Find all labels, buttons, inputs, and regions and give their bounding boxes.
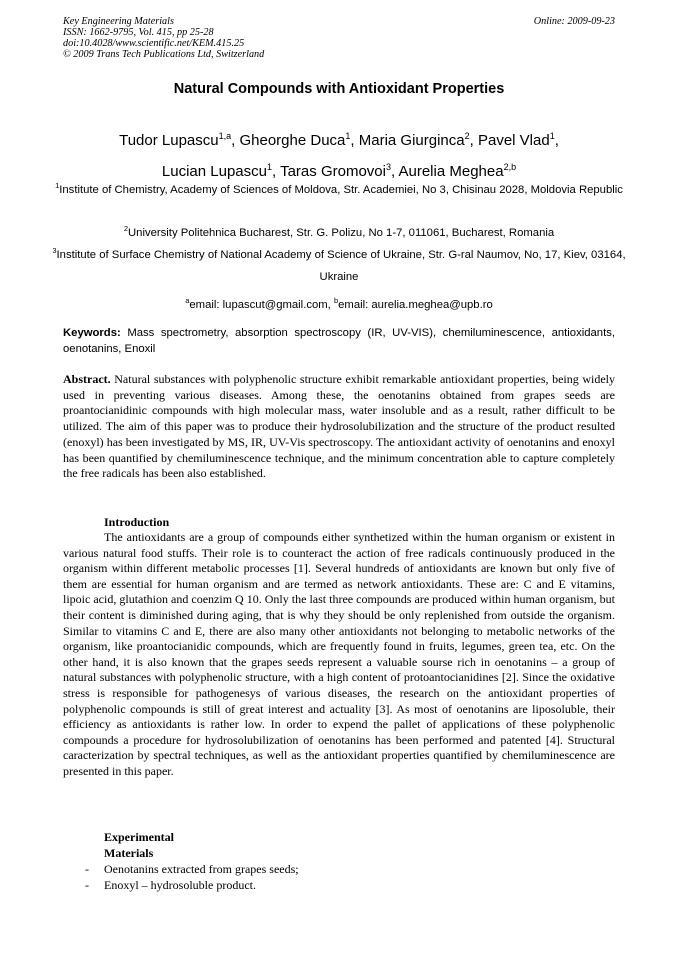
email-b: email: aurelia.meghea@upb.ro: [338, 298, 493, 311]
experimental-heading: Experimental: [104, 830, 174, 844]
contact-emails: $^a$email: lupascut@gmail.com, $^b$email: aurelia.meghea@upb.ro: [185, 296, 493, 311]
affiliation-1: $^1$Institute of Chemistry, Academy of Sciences of Moldova, Str. Academiei, No 3, Chisinau 2028, Moldovia Republic: [55, 181, 623, 196]
author-name: Tudor Lupascu: [119, 132, 219, 149]
author-line-2: Lucian Lupascu$^1$, Taras Gromovoi$^3$, Aurelia Meghea$^{2,b}$: [161, 162, 517, 180]
keywords-section: [63, 326, 615, 357]
author-affil-sup: 3: [385, 162, 391, 172]
list-item: - Enoxyl – hydrosoluble product.: [85, 877, 256, 892]
introduction-heading: Introduction: [104, 515, 170, 529]
paper-title: Natural Compounds with Antioxidant Properties: [173, 81, 505, 97]
author-name: Taras Gromovoi: [280, 163, 386, 180]
online-date: Online: 2009-09-23: [533, 16, 615, 27]
keywords-label: Keywords:: [63, 327, 121, 339]
journal-header: [63, 16, 615, 60]
introduction-text: The antioxidants are a group of compounds either synthetized within the human organism or existent in various natural food stuffs. Their role is to counteract the action of free radicals continuously produced in the organism within different metabolic processes [1]. Several hundreds of antioxidants are known but only five of them are essential for human organism and are termed as network antioxidants. These are: C and E vitamins, lipoic acid, glutathion and coenzim Q 10. Only the last three compounds are produced within human organism, but their content is diminished during aging, that is why they should be only replenished from outside the organism. Similar to vitamins C and E, there are also many other antioxidants not belonging to metabolic networks of the organism, like proantocianidic compounds, which are frequently found in fruits, legumes, green tea, etc. On the other hand, it is also known that the grapes seeds represent a valuable sourse rich in oenotanins – a group of natural substances with polyphenolic structure, with a high content of protoantocianidines [2]. Since the oxidative stress is responsible for pathogenesys of various diseases, the research on the antioxidant properties of polyphenolic compounds is still of great interest and actuality [3]. As most of oenotanins are liposoluble, their efficiency as antioxidants is rather low. In order to expend the pallet of applications of these polyphenolic compounds a procedure for hydrosolubilization of oenotanins has been performed and patented [4]. Structural caracterization by spectral techniques, as well as the antioxidant properties quantified by chemiluminescence are presented in this paper.: [63, 530, 615, 778]
author-name: Gheorghe Duca: [239, 132, 346, 149]
materials-list: [85, 862, 615, 893]
author-name: Pavel Vlad: [477, 132, 550, 149]
materials-heading: Materials: [104, 845, 154, 860]
author-name: Lucian Lupascu: [161, 163, 267, 180]
abstract-section: [63, 372, 615, 482]
author-affil-sup: 1: [549, 131, 555, 141]
author-affil-sup: 2: [464, 131, 470, 141]
list-item: - Oenotanins extracted from grapes seeds;: [85, 862, 299, 876]
author-line-1: Tudor Lupascu$^{1,a}$, Gheorghe Duca$^1$, Maria Giurginca$^2$, Pavel Vlad$^1$,: [119, 131, 559, 149]
journal-name: Key Engineering Materials: [63, 16, 174, 27]
author-name: Aurelia Meghea: [398, 163, 504, 180]
copyright-line: © 2009 Trans Tech Publications Ltd, Switzerland: [63, 49, 265, 60]
affiliation-2: $^2$University Politehnica Bucharest, Str. G. Polizu, No 1-7, 011061, Bucharest, Romania: [123, 224, 555, 239]
abstract-label: Abstract.: [63, 372, 111, 386]
abstract-text: Natural substances with polyphenolic structure exhibit remarkable antioxidant properties, being widely used in preventing various diseases. Among these, the oenotanins obtained from grapes seeds are proantocianidinic compounds with high molecular mass, water insoluble and as a result, rather difficult to be utilized. The aim of this paper was to produce their hydrosolubilization and the structure of the product resulted (enoxyl) has been investigated by MS, IR, UV-Vis spectroscopy. The antioxidant activity of oenotanins and enoxyl has been quantified by chemiluminescence technique, and the minimum concentration able to capture completely the free radicals has been also established.: [63, 372, 616, 481]
author-affil-sup: 1,a: [218, 131, 232, 141]
author-affil-sup: 1: [267, 162, 273, 172]
doi-line: doi:10.4028/www.scientific.net/KEM.415.25: [63, 38, 245, 49]
affiliation-3: $^3$Institute of Surface Chemistry of National Academy of Science of Ukraine, Str. G-ral Naumov, No, 17, Kiev, 03164, Ukraine: [52, 246, 626, 283]
author-affil-sup: 1: [345, 131, 351, 141]
author-name: Maria Giurginca: [358, 132, 465, 149]
experimental-headings: [104, 830, 174, 861]
keywords-text: Mass spectrometry, absorption spectroscopy (IR, UV-VIS), chemiluminescence, antioxidants, oenotanins, Enoxil: [63, 327, 615, 355]
email-a: email: lupascut@gmail.com,: [189, 298, 334, 311]
issn-line: ISSN: 1662-9795, Vol. 415, pp 25-28: [63, 27, 214, 38]
author-affil-sup: 2,b: [503, 162, 517, 172]
